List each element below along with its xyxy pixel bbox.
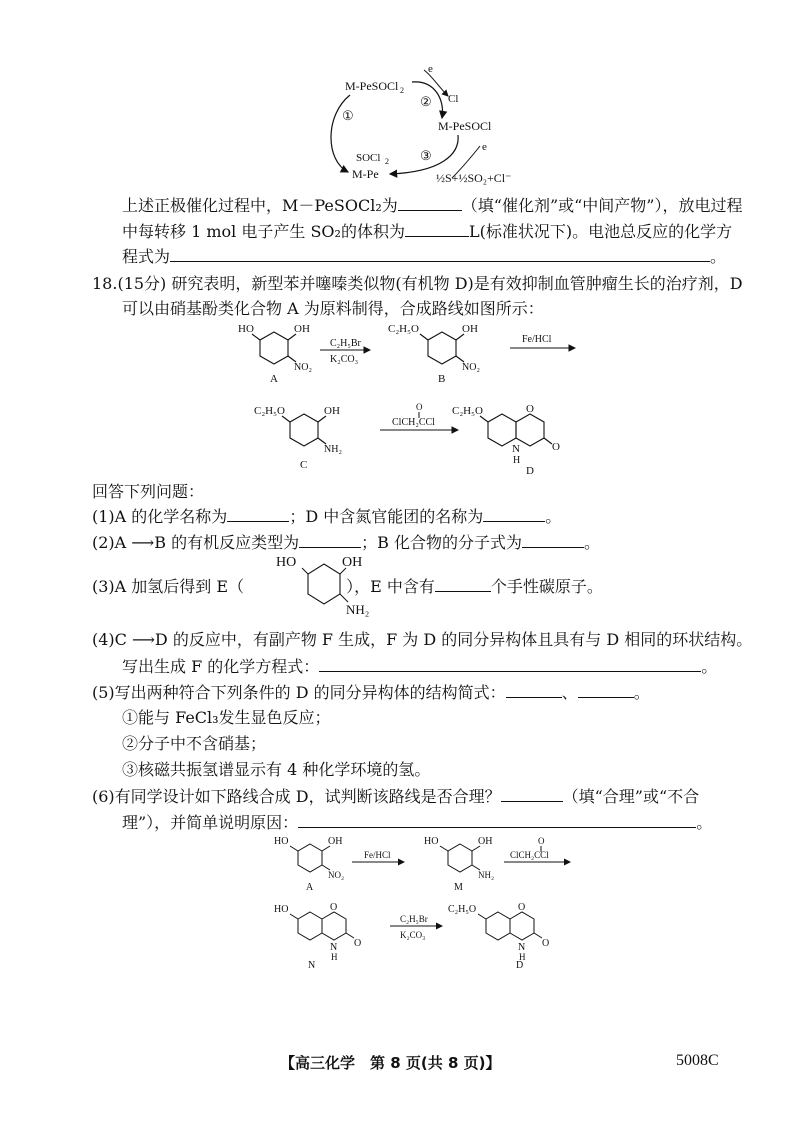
synthesis-scheme-1 xyxy=(230,318,600,478)
cycle-electron-1: e xyxy=(428,63,433,75)
svg-text:O: O xyxy=(354,938,362,949)
svg-text:H: H xyxy=(519,952,526,962)
svg-text:H: H xyxy=(513,455,521,466)
svg-text:H: H xyxy=(331,952,338,962)
label-compound-d: D xyxy=(526,465,534,477)
ring-n-oxazine xyxy=(322,912,346,940)
cycle-top-species: M-PeSOCl xyxy=(345,79,399,93)
q17-line-2: 中每转移 1 mol 电子产生 SO₂的体积为 L(标准状况下)。电池总反应的化学方 xyxy=(122,222,733,241)
svg-text:OH: OH xyxy=(462,323,478,335)
cycle-step-3: ③ xyxy=(420,148,432,163)
svg-text:O: O xyxy=(542,938,550,949)
question-3: (3)A 加氢后得到 E（ ），E 中含有 个手性碳原子。 xyxy=(92,577,603,596)
cycle-electron-2: e xyxy=(482,141,487,153)
q18-intro-1: 18.(15分) 研究表明，新型苯并噻嗪类似物(有机物 D)是有效抑制血管肿瘤生长的治疗剂，D xyxy=(92,274,743,293)
answer-blank-total-equation[interactable] xyxy=(170,246,710,262)
label-compound-a: A xyxy=(270,373,278,385)
condition-1: ①能与 FeCl₃发生显色反应； xyxy=(122,708,331,727)
svg-text:C₂H₅O: C₂H₅O xyxy=(388,323,419,335)
reagent-chloroacetyl-chloride: ClCH₂CCl xyxy=(392,417,435,428)
svg-text:N: N xyxy=(512,443,520,455)
cycle-step-2: ② xyxy=(420,94,432,109)
question-2: (2)A ⟶B 的有机反应类型为 ；B 化合物的分子式为 。 xyxy=(92,533,600,552)
cycle-step-1: ① xyxy=(342,108,354,123)
svg-text:O: O xyxy=(538,836,545,846)
answer-blank-b-formula[interactable] xyxy=(522,532,584,548)
ring-m xyxy=(448,844,472,872)
answer-blank-a-name[interactable] xyxy=(227,506,289,522)
svg-text:OH: OH xyxy=(324,405,340,417)
reagent-fe-hcl-2: Fe/HCl xyxy=(364,850,391,860)
svg-text:HO: HO xyxy=(276,555,297,570)
svg-text:HO: HO xyxy=(238,323,254,335)
reagent-k2co3-2: K₂CO₃ xyxy=(400,930,426,940)
svg-text:NH₂: NH₂ xyxy=(324,444,342,455)
ring-d2-oxazine xyxy=(510,912,534,940)
svg-text:O: O xyxy=(552,441,560,453)
svg-text:HO: HO xyxy=(424,836,439,847)
svg-text:OH: OH xyxy=(478,836,493,847)
condition-3: ③核磁共振氢谱显示有 4 种化学环境的氢。 xyxy=(122,760,431,779)
ring-b xyxy=(428,332,456,364)
page-footer: 【高三化学 第 8 页(共 8 页)】 xyxy=(280,1054,501,1072)
ring-d-oxazine xyxy=(516,414,544,446)
svg-text:NO₂: NO₂ xyxy=(294,362,312,373)
svg-text:OH: OH xyxy=(328,836,343,847)
q18-intro-2: 可以由硝基酚类化合物 A 为原料制得，合成路线如图所示： xyxy=(122,299,544,318)
svg-text:C₂H₅O: C₂H₅O xyxy=(254,405,285,417)
synthesis-scheme-2 xyxy=(270,832,590,972)
label-compound-m: M xyxy=(454,882,463,893)
svg-text:NO₂: NO₂ xyxy=(328,870,345,880)
answer-blank-isomer-2[interactable] xyxy=(578,682,634,698)
svg-text:C₂H₅O: C₂H₅O xyxy=(452,405,483,417)
svg-text:NH₂: NH₂ xyxy=(478,870,495,880)
answer-blank-so2-volume[interactable] xyxy=(405,221,469,237)
svg-text:NH₂: NH₂ xyxy=(346,602,370,617)
label-compound-n: N xyxy=(308,960,316,971)
cycle-chloride-1: Cl xyxy=(448,93,459,105)
reagent-chloroacetyl-chloride-2: ClCH₂CCl xyxy=(510,850,549,860)
reagent-k2co3: K₂CO₃ xyxy=(330,354,359,365)
answer-blank-d-n-group[interactable] xyxy=(483,506,545,522)
answer-blank-catalyst[interactable] xyxy=(398,195,462,211)
svg-text:N: N xyxy=(518,942,526,953)
question-6-line-1: (6)有同学设计如下路线合成 D，试判断该路线是否合理？ （填“合理”或“不合 xyxy=(92,787,700,806)
svg-text:O: O xyxy=(518,902,526,913)
question-4-line-1: (4)C ⟶D 的反应中，有副产物 F 生成，F 为 D 的同分异构体且具有与 D 相同的环状结构。 xyxy=(92,630,753,649)
paper-code: 5008C xyxy=(676,1052,719,1069)
question-4-line-2: 写出生成 F 的化学方程式： 。 xyxy=(122,657,718,676)
svg-text:O: O xyxy=(526,403,534,415)
compound-e-structure xyxy=(268,550,378,622)
answer-blank-reaction-type[interactable] xyxy=(299,532,361,548)
cycle-products: ½S+½SO₂+Cl⁻ xyxy=(436,171,512,185)
ring-d-benzo xyxy=(488,414,516,446)
ring-c xyxy=(290,414,318,446)
answer-intro: 回答下列问题： xyxy=(92,482,205,501)
reagent-c2h5br: C₂H₅Br xyxy=(330,338,361,349)
answer-blank-isomer-1[interactable] xyxy=(506,682,562,698)
svg-text:2: 2 xyxy=(400,86,404,95)
label-compound-d2: D xyxy=(516,960,524,971)
ring-d2-benzo xyxy=(486,912,510,940)
answer-blank-f-equation[interactable] xyxy=(319,656,701,672)
reagent-fe-hcl: Fe/HCl xyxy=(522,334,552,345)
ring-a2 xyxy=(298,844,322,872)
question-5: (5)写出两种符合下列条件的 D 的同分异构体的结构简式： 、 。 xyxy=(92,683,650,702)
ring-n-benzo xyxy=(298,912,322,940)
svg-text:C₂H₅O: C₂H₅O xyxy=(448,904,477,915)
svg-text:2: 2 xyxy=(385,157,389,166)
question-1: (1)A 的化学名称为 ；D 中含氮官能团的名称为 。 xyxy=(92,507,562,526)
q17-line-1: 上述正极催化过程中，M－PeSOCl₂为 （填“催化剂”或“中间产物”），放电过程 xyxy=(122,196,743,215)
svg-text:O: O xyxy=(330,902,338,913)
answer-blank-route-reasonable[interactable] xyxy=(501,786,563,802)
question-6-line-2: 理”），并简单说明原因： 。 xyxy=(122,813,713,832)
cycle-mid-species: M-PeSOCl xyxy=(438,119,492,133)
cycle-socl2: SOCl xyxy=(356,152,381,164)
ring-a xyxy=(260,332,288,364)
label-compound-c: C xyxy=(300,459,308,471)
label-compound-b: B xyxy=(438,373,446,385)
svg-text:N: N xyxy=(330,942,338,953)
answer-blank-chiral-carbons[interactable] xyxy=(435,576,491,592)
reagent-c2h5br-2: C₂H₅Br xyxy=(400,914,428,924)
svg-text:OH: OH xyxy=(342,555,363,570)
condition-2: ②分子中不含硝基； xyxy=(122,734,267,753)
svg-text:OH: OH xyxy=(294,323,310,335)
answer-blank-route-reason[interactable] xyxy=(298,812,696,828)
q17-line-3: 程式为 。 xyxy=(122,247,727,266)
catalytic-cycle-diagram xyxy=(320,60,520,190)
svg-text:HO: HO xyxy=(274,904,289,915)
svg-text:NO₂: NO₂ xyxy=(462,362,480,373)
label-compound-a2: A xyxy=(306,882,314,893)
cycle-arc-left xyxy=(331,95,350,172)
svg-text:HO: HO xyxy=(274,836,289,847)
svg-text:O: O xyxy=(416,402,423,412)
cycle-mpe: M-Pe xyxy=(352,167,379,181)
